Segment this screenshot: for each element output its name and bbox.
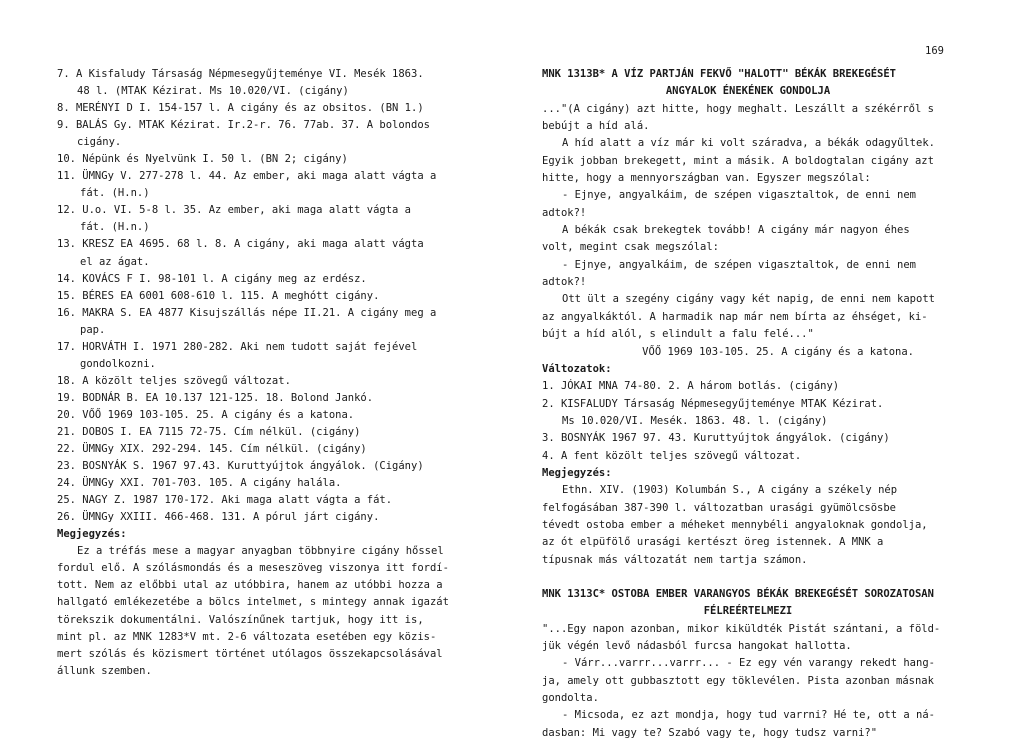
right-column-line: dasban: Mi vagy te? Szabó vagy te, hogy tudsz varni?"	[542, 726, 878, 739]
left-column-line: 7. A Kisfaludy Társaság Népmesegyűjteménye VI. Mesék 1863.	[57, 68, 424, 80]
left-column-line: cigány.	[77, 136, 122, 149]
left-column-line: fát. (H.n.)	[80, 221, 150, 234]
right-column-line: Ott ült a szegény cigány vagy két napig, de enni nem kapott	[562, 293, 935, 306]
right-column-line: az ót elpüfölő urasági kertészt öreg istennek. A MNK a	[542, 536, 884, 549]
right-column	[542, 66, 954, 742]
right-column-line: jük végén levő nádasból furcsa hangokat hallotta.	[542, 640, 852, 652]
left-column-line: törekszik dokumentálni. Valószínűnek tartjuk, hogy itt is,	[57, 613, 424, 626]
right-column-line: adtok?!	[542, 276, 587, 289]
right-column-line: gondolta.	[542, 692, 599, 705]
page-number: 169	[925, 45, 944, 57]
left-column-line: 17. HORVÁTH I. 1971 280-282. Aki nem tudott saját fejével	[57, 340, 418, 353]
right-column-line: ..."(A cigány) azt hitte, hogy meghalt. Leszállt a székérről s	[542, 102, 934, 115]
left-column-line: 13. KRESZ EA 4695. 68 l. 8. A cigány, aki maga alatt vágta	[57, 238, 424, 251]
right-column-line: volt, megint csak megszólal:	[542, 241, 720, 254]
right-column-line: 2. KISFALUDY Társaság Népmesegyűjteménye MTAK Kézirat.	[542, 397, 884, 410]
right-column-line: ja, amely ott gubbasztott egy töklevélen. Pista azonban másnak	[542, 674, 934, 687]
right-column-line: - Micsoda, ez azt mondja, hogy tud varrni? Hé te, ott a ná-	[562, 709, 935, 722]
right-column-line: A békák csak brekegtek tovább! A cigány már nagyon éhes	[562, 224, 910, 237]
left-column-line: 10. Népünk és Nyelvünk I. 50 l. (BN 2; cigány)	[57, 153, 348, 166]
right-column-line: VŐŐ 1969 103-105. 25. A cigány és a katona.	[642, 345, 914, 358]
right-column-line: Ms 10.020/VI. Mesék. 1863. 48. l. (cigány)	[562, 414, 828, 427]
left-column-line: Ez a tréfás mese a magyar anyagban többnyire cigány hőssel	[77, 545, 444, 558]
left-column-line: 14. KOVÁCS F I. 98-101 l. A cigány meg az erdész.	[57, 272, 367, 285]
left-column-line: 9. BALÁS Gy. MTAK Kézirat. Ir.2-r. 76. 77ab. 37. A bolondos	[57, 119, 430, 132]
left-column-line: 8. MERÉNYI D I. 154-157 l. A cigány és az obsitos. (BN 1.)	[57, 102, 424, 115]
right-column-line: 4. A fent közölt teljes szövegű változat.	[542, 449, 802, 462]
left-column-line: fát. (H.n.)	[80, 187, 150, 200]
right-column-line: Változatok:	[542, 362, 612, 375]
right-column-line: Megjegyzés:	[542, 466, 612, 479]
left-column	[57, 66, 465, 680]
left-column-line: 11. ÜMNGy V. 277-278 l. 44. Az ember, aki maga alatt vágta a	[57, 170, 437, 183]
left-column-line: pap.	[80, 323, 106, 336]
right-column-line: - Várr...varrr...varrr... - Ez egy vén varangy rekedt hang-	[562, 657, 935, 670]
right-column-line: Egyik jobban brekegett, mint a másik. A boldogtalan cigány azt	[542, 154, 934, 167]
left-column-line: 23. BOSNYÁK S. 1967 97.43. Kuruttyújtok ángyálok. (Cigány)	[57, 460, 424, 473]
left-column-line: 15. BÉRES EA 6001 608-610 l. 115. A meghótt cigány.	[57, 289, 380, 302]
left-column-line: hallgató emlékezetébe a bölcs intelmet, s mintegy annak igazát	[57, 596, 449, 609]
right-column-line	[542, 569, 954, 586]
right-column-line: FÉLREÉRTELMEZI	[703, 605, 793, 618]
left-column-line: 25. NAGY Z. 1987 170-172. Aki maga alatt vágta a fát.	[57, 494, 393, 507]
left-column-line: 21. DOBOS I. EA 7115 72-75. Cím nélkül. (cigány)	[57, 425, 361, 438]
left-column-line: 20. VŐŐ 1969 103-105. 25. A cigány és a katona.	[57, 408, 355, 421]
left-column-line: 26. ÜMNGy XXIII. 466-468. 131. A pórul járt cigány.	[57, 511, 380, 524]
left-column-line: 12. U.o. VI. 5-8 l. 35. Az ember, aki maga alatt vágta a	[57, 204, 412, 217]
left-column-line: el az ágat.	[80, 255, 150, 268]
left-column-line: 16. MAKRA S. EA 4877 Kisujszállás népe II.21. A cigány meg a	[57, 306, 437, 319]
left-column-line: fordul elő. A szólásmondás és a meseszöveg viszonya itt fordí-	[57, 562, 449, 575]
left-column-line: gondolkozni.	[80, 357, 156, 370]
left-column-line: 24. ÜMNGy XXI. 701-703. 105. A cigány halála.	[57, 477, 342, 490]
left-column-line: 18. A közölt teljes szövegű változat.	[57, 374, 291, 387]
left-column-line: tott. Nem az előbbi utal az utóbbira, hanem az utóbbi hozza a	[57, 579, 443, 592]
right-column-line: felfogásában 387-390 l. változatban urasági gyümölcsösbe	[542, 501, 897, 514]
right-column-line: - Ejnye, angyalkáim, de szépen vigasztaltok, de enni nem	[562, 258, 917, 271]
right-column-line: az angyalkáktól. A harmadik nap már nem bírta az éhséget, ki-	[542, 310, 928, 323]
right-column-line: A híd alatt a víz már ki volt száradva, a békák odagyűltek.	[562, 137, 935, 150]
right-column-line: 3. BOSNYÁK 1967 97. 43. Kuruttyújtok ángyálok. (cigány)	[542, 432, 890, 445]
left-column-line: 48 l. (MTAK Kézirat. Ms 10.020/VI. (cigány)	[77, 85, 349, 98]
right-column-line: - Ejnye, angyalkáim, de szépen vigasztaltok, de enni nem	[562, 189, 917, 202]
left-column-line: Megjegyzés:	[57, 528, 127, 541]
right-column-line: hitte, hogy a mennyországban van. Egyszer megszólal:	[542, 172, 871, 185]
right-column-line: tévedt ostoba ember a méheket mennybéli angyaloknak gondolja,	[542, 518, 928, 531]
left-column-line: állunk szemben.	[57, 664, 152, 677]
left-column-line: 19. BODNÁR B. EA 10.137 121-125. 18. Bolond Jankó.	[57, 391, 374, 404]
right-column-line: Ethn. XIV. (1903) Kolumbán S., A cigány a székely nép	[562, 484, 898, 497]
right-column-line: típusnak más változatát nem tartja számon.	[542, 553, 808, 566]
right-column-line: bebújt a híd alá.	[542, 120, 650, 133]
left-column-line: 22. ÜMNGy XIX. 292-294. 145. Cím nélkül. (cigány)	[57, 443, 367, 456]
left-column-line: mint pl. az MNK 1283*V mt. 2-6 változata esetében egy közis-	[57, 630, 437, 643]
right-column-line: bújt a híd alól, s elindult a falu felé..."	[542, 328, 814, 341]
right-column-line: adtok?!	[542, 206, 587, 219]
right-column-line: ANGYALOK ÉNEKÉNEK GONDOLJA	[665, 85, 831, 98]
right-column-line: "...Egy napon azonban, mikor kiküldték Pistát szántani, a föld-	[542, 622, 941, 635]
left-column-line: mert szólás és közismert történet utólagos összekapcsolásával	[57, 647, 443, 660]
right-column-line: MNK 1313B* A VÍZ PARTJÁN FEKVŐ "HALOTT" BÉKÁK BREKEGÉSÉT	[542, 68, 897, 80]
right-column-line: 1. JÓKAI MNA 74-80. 2. A három botlás. (cigány)	[542, 380, 840, 393]
right-column-line: MNK 1313C* OSTOBA EMBER VARANGYOS BÉKÁK BREKEGÉSÉT SOROZATOSAN	[542, 587, 934, 600]
